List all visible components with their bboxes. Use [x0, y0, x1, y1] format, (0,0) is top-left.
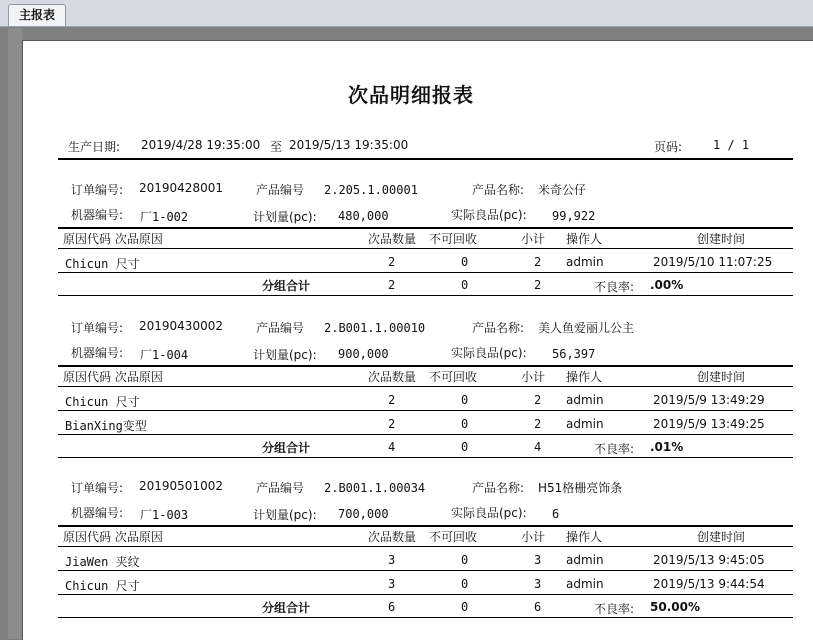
plan-qty-label: 计划量(pc): [253, 508, 317, 522]
group-bottom-line [58, 617, 793, 618]
machine-no-value: 厂1-002 [140, 210, 189, 224]
tab-main-report[interactable]: 主报表 [8, 4, 66, 26]
row-created: 2019/5/9 13:49:25 [653, 417, 765, 431]
actual-good-value: 56,397 [552, 347, 596, 361]
defect-rate-label: 不良率: [594, 280, 635, 294]
order-no-label: 订单编号: [71, 481, 124, 495]
report-page [22, 40, 813, 640]
row-operator: admin [566, 417, 604, 431]
order-no-label: 订单编号: [71, 183, 124, 197]
row-subtotal: 2 [534, 255, 542, 269]
machine-no-label: 机器编号: [71, 346, 124, 360]
group-total-qty: 6 [388, 600, 396, 614]
actual-good-label: 实际良品(pc): [451, 346, 527, 360]
defect-rate-value: .01% [650, 440, 684, 454]
defect-rate-label: 不良率: [594, 602, 635, 616]
row-subtotal: 2 [534, 393, 542, 407]
group-bottom-line [58, 295, 793, 296]
group-bottom-line [58, 457, 793, 458]
col-qty-header: 次品数量 [368, 232, 417, 246]
product-no-label: 产品编号 [256, 481, 305, 495]
date-to-word: 至 [270, 140, 283, 154]
row-subtotal: 2 [534, 417, 542, 431]
product-name-label: 产品名称: [472, 481, 525, 495]
order-no-value: 20190501002 [139, 479, 223, 493]
row-operator: admin [566, 577, 604, 591]
row-operator: admin [566, 553, 604, 567]
group-total-label: 分组合计 [262, 441, 311, 455]
product-no-label: 产品编号 [256, 183, 305, 197]
plan-qty-value: 900,000 [338, 347, 389, 361]
defect-rate-value: 50.00% [650, 600, 700, 614]
col-unrecoverable-header: 不可回收 [429, 530, 478, 544]
row-unrecoverable: 0 [461, 577, 469, 591]
row-created: 2019/5/9 13:49:29 [653, 393, 765, 407]
group-total-label: 分组合计 [262, 601, 311, 615]
col-subtotal-header: 小计 [521, 530, 546, 544]
row-unrecoverable: 0 [461, 417, 469, 431]
machine-no-label: 机器编号: [71, 208, 124, 222]
group-total-unrecoverable: 0 [461, 600, 469, 614]
group-table-top-line [58, 525, 793, 527]
group-total-subtotal: 6 [534, 600, 542, 614]
group-total-label: 分组合计 [262, 279, 311, 293]
group-total-unrecoverable: 0 [461, 440, 469, 454]
group-table-top-line [58, 365, 793, 367]
defect-rate-label: 不良率: [594, 442, 635, 456]
group-header-line [58, 386, 793, 387]
plan-qty-value: 480,000 [338, 209, 389, 223]
product-no-value: 2.B001.1.00010 [324, 321, 426, 335]
page-number: 1 / 1 [713, 138, 750, 152]
group-total-qty: 4 [388, 440, 396, 454]
row-divider [58, 570, 793, 571]
order-no-value: 20190428001 [139, 181, 223, 195]
date-to: 2019/5/13 19:35:00 [289, 138, 409, 152]
row-reason: JiaWen 夹纹 [65, 555, 140, 569]
machine-no-value: 厂1-003 [140, 508, 189, 522]
col-unrecoverable-header: 不可回收 [429, 232, 478, 246]
plan-qty-label: 计划量(pc): [253, 348, 317, 362]
product-name-label: 产品名称: [472, 183, 525, 197]
col-created-header: 创建时间 [697, 530, 746, 544]
product-no-value: 2.205.1.00001 [324, 183, 418, 197]
date-from: 2019/4/28 19:35:00 [141, 138, 261, 152]
row-reason: BianXing变型 [65, 419, 147, 433]
row-operator: admin [566, 255, 604, 269]
report-title: 次品明细报表 [348, 83, 474, 107]
row-unrecoverable: 0 [461, 255, 469, 269]
row-qty: 2 [388, 393, 396, 407]
col-code-reason-header: 原因代码 次品原因 [63, 370, 163, 384]
group-header-line [58, 546, 793, 547]
col-operator-header: 操作人 [566, 530, 603, 544]
row-subtotal: 3 [534, 577, 542, 591]
col-qty-header: 次品数量 [368, 370, 417, 384]
row-operator: admin [566, 393, 604, 407]
date-label: 生产日期: [68, 140, 121, 154]
machine-no-value: 厂1-004 [140, 348, 189, 362]
row-qty: 2 [388, 417, 396, 431]
product-name-value: 美人鱼爱丽儿公主 [538, 321, 635, 335]
col-code-reason-header: 原因代码 次品原因 [63, 530, 163, 544]
page-label: 页码: [654, 140, 683, 154]
row-qty: 3 [388, 553, 396, 567]
row-unrecoverable: 0 [461, 393, 469, 407]
row-reason: Chicun 尺寸 [65, 257, 140, 271]
row-created: 2019/5/13 9:45:05 [653, 553, 765, 567]
order-no-label: 订单编号: [71, 321, 124, 335]
row-reason: Chicun 尺寸 [65, 395, 140, 409]
group-total-subtotal: 4 [534, 440, 542, 454]
plan-qty-label: 计划量(pc): [253, 210, 317, 224]
order-no-value: 20190430002 [139, 319, 223, 333]
product-no-value: 2.B001.1.00034 [324, 481, 426, 495]
col-created-header: 创建时间 [697, 370, 746, 384]
product-name-value: H51格栅亮饰条 [538, 481, 623, 495]
product-no-label: 产品编号 [256, 321, 305, 335]
group-total-subtotal: 2 [534, 278, 542, 292]
row-subtotal: 3 [534, 553, 542, 567]
row-created: 2019/5/13 9:44:54 [653, 577, 765, 591]
col-subtotal-header: 小计 [521, 232, 546, 246]
col-subtotal-header: 小计 [521, 370, 546, 384]
group-total-qty: 2 [388, 278, 396, 292]
row-reason: Chicun 尺寸 [65, 579, 140, 593]
actual-good-label: 实际良品(pc): [451, 506, 527, 520]
col-operator-header: 操作人 [566, 370, 603, 384]
col-operator-header: 操作人 [566, 232, 603, 246]
col-unrecoverable-header: 不可回收 [429, 370, 478, 384]
col-created-header: 创建时间 [697, 232, 746, 246]
product-name-label: 产品名称: [472, 321, 525, 335]
actual-good-label: 实际良品(pc): [451, 208, 527, 222]
product-name-value: 米奇公仔 [538, 183, 587, 197]
col-qty-header: 次品数量 [368, 530, 417, 544]
defect-rate-value: .00% [650, 278, 684, 292]
row-divider [58, 272, 793, 273]
row-qty: 2 [388, 255, 396, 269]
row-divider [58, 434, 793, 435]
group-total-unrecoverable: 0 [461, 278, 469, 292]
row-divider [58, 410, 793, 411]
group-table-top-line [58, 227, 793, 229]
group-header-line [58, 248, 793, 249]
page-shadow [8, 28, 22, 639]
actual-good-value: 99,922 [552, 209, 596, 223]
row-unrecoverable: 0 [461, 553, 469, 567]
tab-bar [0, 0, 813, 27]
plan-qty-value: 700,000 [338, 507, 389, 521]
header-divider [58, 158, 793, 160]
col-code-reason-header: 原因代码 次品原因 [63, 232, 163, 246]
row-qty: 3 [388, 577, 396, 591]
row-created: 2019/5/10 11:07:25 [653, 255, 773, 269]
machine-no-label: 机器编号: [71, 506, 124, 520]
actual-good-value: 6 [552, 507, 560, 521]
row-divider [58, 594, 793, 595]
